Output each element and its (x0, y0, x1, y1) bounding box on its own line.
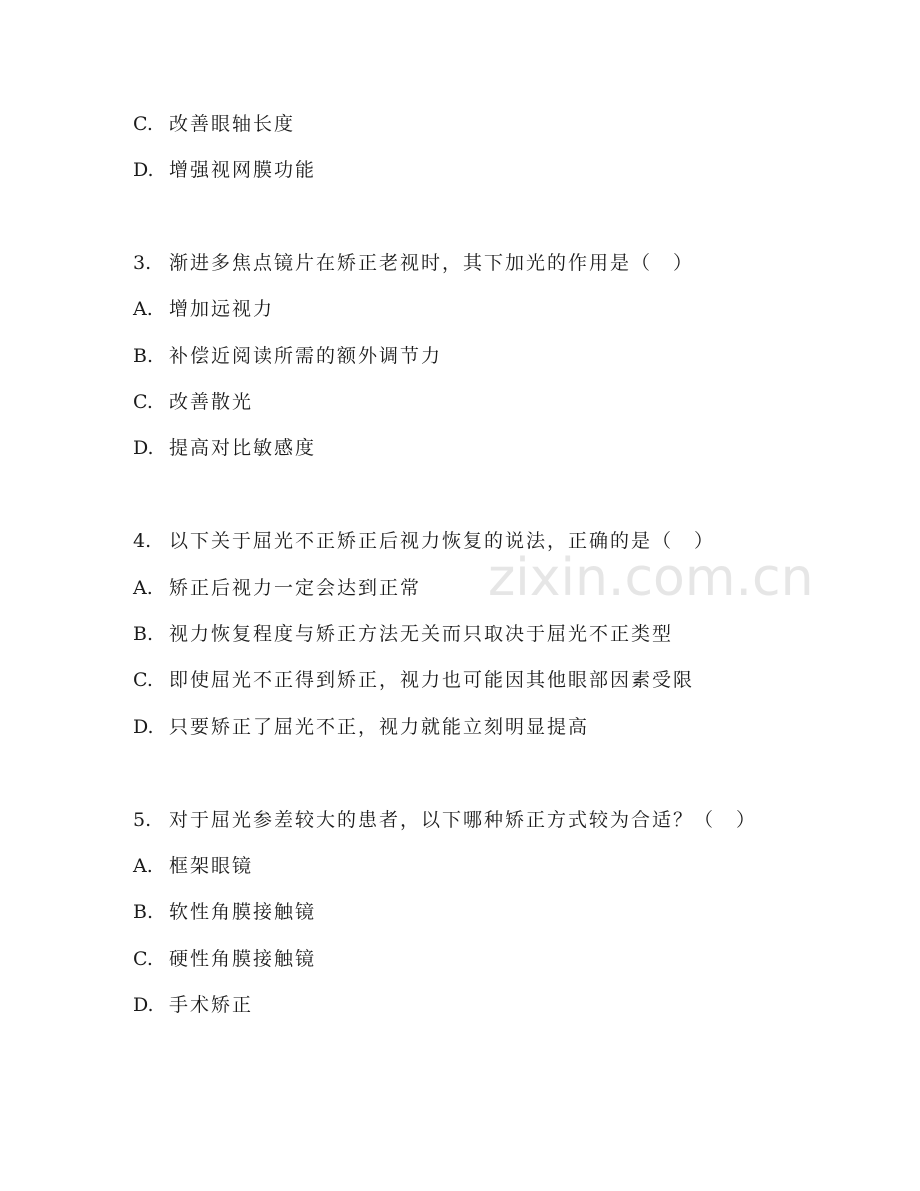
option-a-line (133, 854, 253, 878)
option-label: D. (133, 994, 154, 1016)
option-b-line (133, 622, 673, 646)
question-text: 对于屈光参差较大的患者，以下哪种矫正方式较为合适？（ ） (169, 809, 758, 831)
option-d-line (133, 436, 316, 460)
option-c-line (133, 668, 694, 692)
option-label: C. (133, 669, 153, 691)
option-text: 提高对比敏感度 (169, 437, 317, 459)
option-label: D. (133, 437, 154, 459)
question-number: 3. (133, 252, 152, 274)
option-label: C. (133, 113, 153, 135)
option-b-line (133, 344, 442, 368)
option-label: A. (133, 298, 153, 320)
option-text: 增强视网膜功能 (169, 159, 317, 181)
option-text: 软性角膜接触镜 (169, 901, 317, 923)
question-text: 以下关于屈光不正矫正后视力恢复的说法，正确的是（ ） (169, 530, 716, 552)
option-label: C. (133, 948, 153, 970)
option-text: 改善眼轴长度 (169, 113, 296, 135)
option-c-line (133, 112, 295, 136)
option-text: 硬性角膜接触镜 (169, 948, 317, 970)
option-b-line (133, 900, 316, 924)
question-4-line (133, 529, 715, 553)
option-label: A. (133, 577, 153, 599)
watermark: zixin.com.cn (488, 548, 814, 608)
question-text: 渐进多焦点镜片在矫正老视时，其下加光的作用是（ ） (169, 252, 695, 274)
option-d-line (133, 158, 316, 182)
option-text: 手术矫正 (169, 994, 254, 1016)
option-label: D. (133, 716, 154, 738)
option-text: 视力恢复程度与矫正方法无关而只取决于屈光不正类型 (169, 623, 674, 645)
option-text: 补偿近阅读所需的额外调节力 (169, 345, 443, 367)
option-text: 矫正后视力一定会达到正常 (169, 577, 422, 599)
option-d-line (133, 715, 589, 739)
option-text: 即使屈光不正得到矫正，视力也可能因其他眼部因素受限 (169, 669, 695, 691)
option-text: 增加远视力 (169, 298, 275, 320)
option-label: B. (133, 345, 154, 367)
option-label: B. (133, 623, 154, 645)
option-text: 框架眼镜 (169, 855, 254, 877)
option-a-line (133, 576, 421, 600)
option-d-line (133, 993, 253, 1017)
option-c-line (133, 947, 316, 971)
option-label: A. (133, 855, 153, 877)
option-label: C. (133, 391, 153, 413)
question-5-line (133, 808, 757, 832)
option-label: B. (133, 901, 154, 923)
question-number: 5. (133, 809, 152, 831)
option-text: 改善散光 (169, 391, 254, 413)
option-label: D. (133, 159, 154, 181)
option-a-line (133, 297, 274, 321)
option-c-line (133, 390, 253, 414)
question-number: 4. (133, 530, 152, 552)
option-text: 只要矫正了屈光不正，视力就能立刻明显提高 (169, 716, 590, 738)
question-3-line (133, 251, 694, 275)
